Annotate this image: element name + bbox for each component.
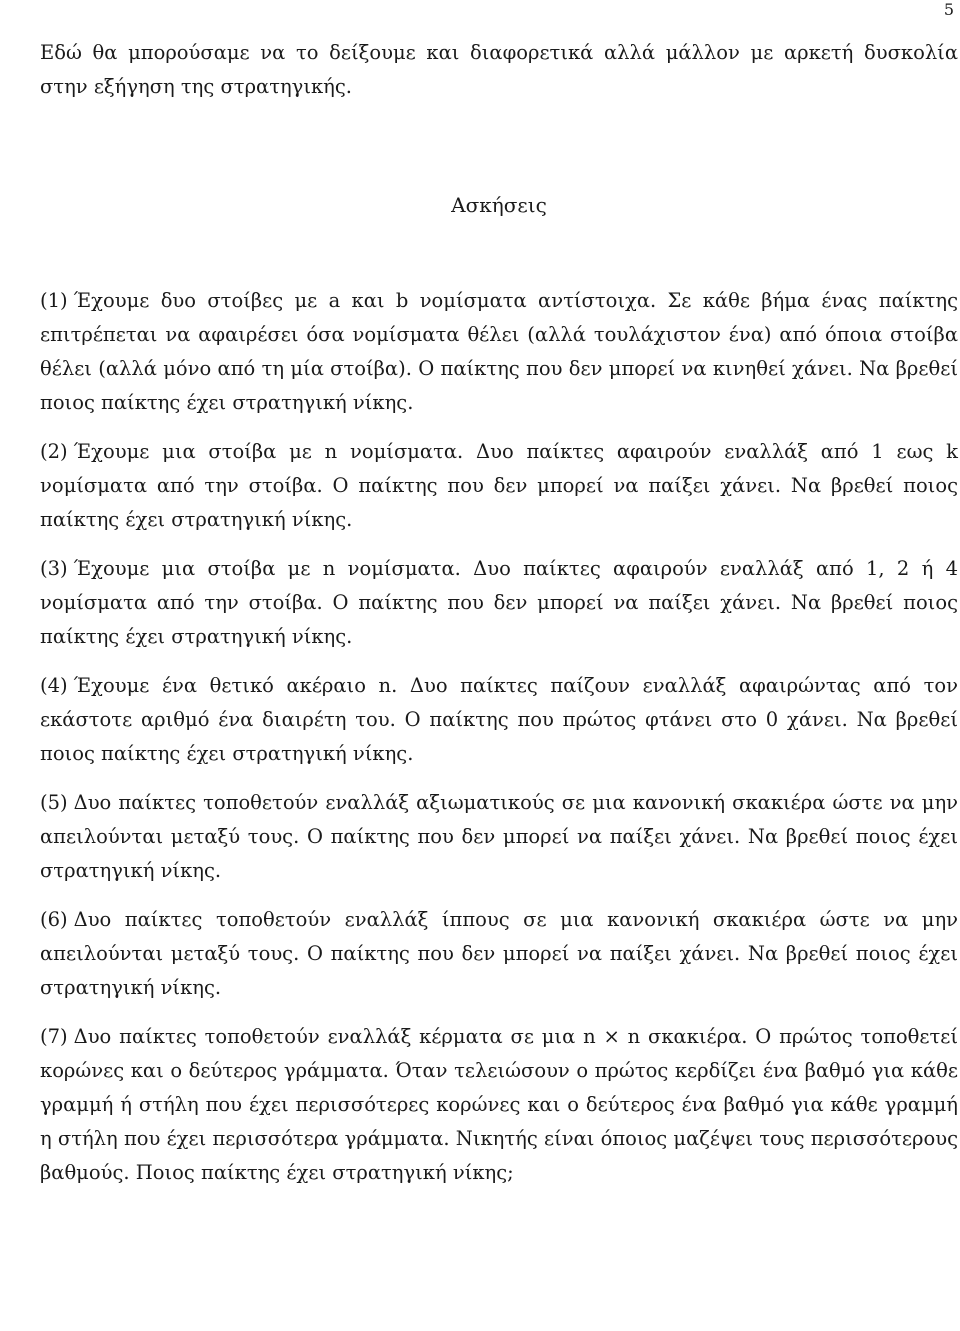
exercise-5 <box>40 786 958 888</box>
exercise-6 <box>40 903 958 1005</box>
exercise-text: Δυο παίκτες τοποθετούν εναλλάξ αξιωματικούς σε μια κανονική σκακιέρα ώστε να μην απειλούνται μεταξύ τους. Ο παίκτης που δεν μπορεί να παίξει χάνει. Να βρεθεί ποιος έχει στρατηγική νίκης. <box>40 791 958 882</box>
exercise-1 <box>40 284 958 420</box>
exercise-number: (7) <box>40 1025 68 1048</box>
exercise-number: (6) <box>40 908 68 931</box>
exercise-text: Έχουμε ένα θετικό ακέραιο n. Δυο παίκτες παίζουν εναλλάξ αφαιρώντας από τον εκάστοτε αριθμό ένα διαιρέτη του. Ο παίκτης που πρώτος φτάνει στο 0 χάνει. Να βρεθεί ποιος παίκτης έχει στρατηγική νίκης. <box>40 674 958 765</box>
page-content <box>40 36 958 1205</box>
exercise-2 <box>40 435 958 537</box>
exercise-number: (2) <box>40 440 68 463</box>
exercise-text: Έχουμε μια στοίβα με n νομίσματα. Δυο παίκτες αφαιρούν εναλλάξ από 1 εως k νομίσματα από την στοίβα. Ο παίκτης που δεν μπορεί να παίξει χάνει. Να βρεθεί ποιος παίκτης έχει στρατηγική νίκης. <box>40 440 958 531</box>
exercise-3 <box>40 552 958 654</box>
exercise-number: (3) <box>40 557 68 580</box>
exercise-text: Έχουμε μια στοίβα με n νομίσματα. Δυο παίκτες αφαιρούν εναλλάξ από 1, 2 ή 4 νομίσματα από την στοίβα. Ο παίκτης που δεν μπορεί να παίξει χάνει. Να βρεθεί ποιος παίκτης έχει στρατηγική νίκης. <box>40 557 958 648</box>
intro-paragraph: Εδώ θα μπορούσαμε να το δείξουμε και διαφορετικά αλλά μάλλον με αρκετή δυσκολία στην εξήγηση της στρατηγικής. <box>40 41 958 98</box>
exercise-number: (1) <box>40 289 68 312</box>
exercise-number: (5) <box>40 791 68 814</box>
section-title: Ασκήσεις <box>451 193 547 217</box>
exercise-number: (4) <box>40 674 68 697</box>
exercise-4 <box>40 669 958 771</box>
exercise-text: Δυο παίκτες τοποθετούν εναλλάξ κέρματα σε μια n × n σκακιέρα. Ο πρώτος τοποθετεί κορώνες και ο δεύτερος γράμματα. Όταν τελειώσουν ο πρώτος κερδίζει ένα βαθμό για κάθε γραμμή ή στήλη που έχει περισσότερες κορώνες και ο δεύτερος ένα βαθμό για κάθε γραμμή η στήλη που έχει περισσότερα γράμματα. Νικητής είναι όποιος μαζέψει τους περισσότερους βαθμούς. Ποιος παίκτης έχει στρατηγική νίκης; <box>40 1025 958 1184</box>
page-number: 5 <box>943 0 954 19</box>
exercise-text: Έχουμε δυο στοίβες με a και b νομίσματα αντίστοιχα. Σε κάθε βήμα ένας παίκτης επιτρέπεται να αφαιρέσει όσα νομίσματα θέλει (αλλά τουλάχιστον ένα) από όποια στοίβα θέλει (αλλά μόνο από τη μία στοίβα). Ο παίκτης που δεν μπορεί να κινηθεί χάνει. Να βρεθεί ποιος παίκτης έχει στρατηγική νίκης. <box>40 289 958 414</box>
exercise-text: Δυο παίκτες τοποθετούν εναλλάξ ίππους σε μια κανονική σκακιέρα ώστε να μην απειλούνται μεταξύ τους. Ο παίκτης που δεν μπορεί να παίξει χάνει. Να βρεθεί ποιος έχει στρατηγική νίκης. <box>40 908 958 999</box>
exercise-7 <box>40 1020 958 1190</box>
